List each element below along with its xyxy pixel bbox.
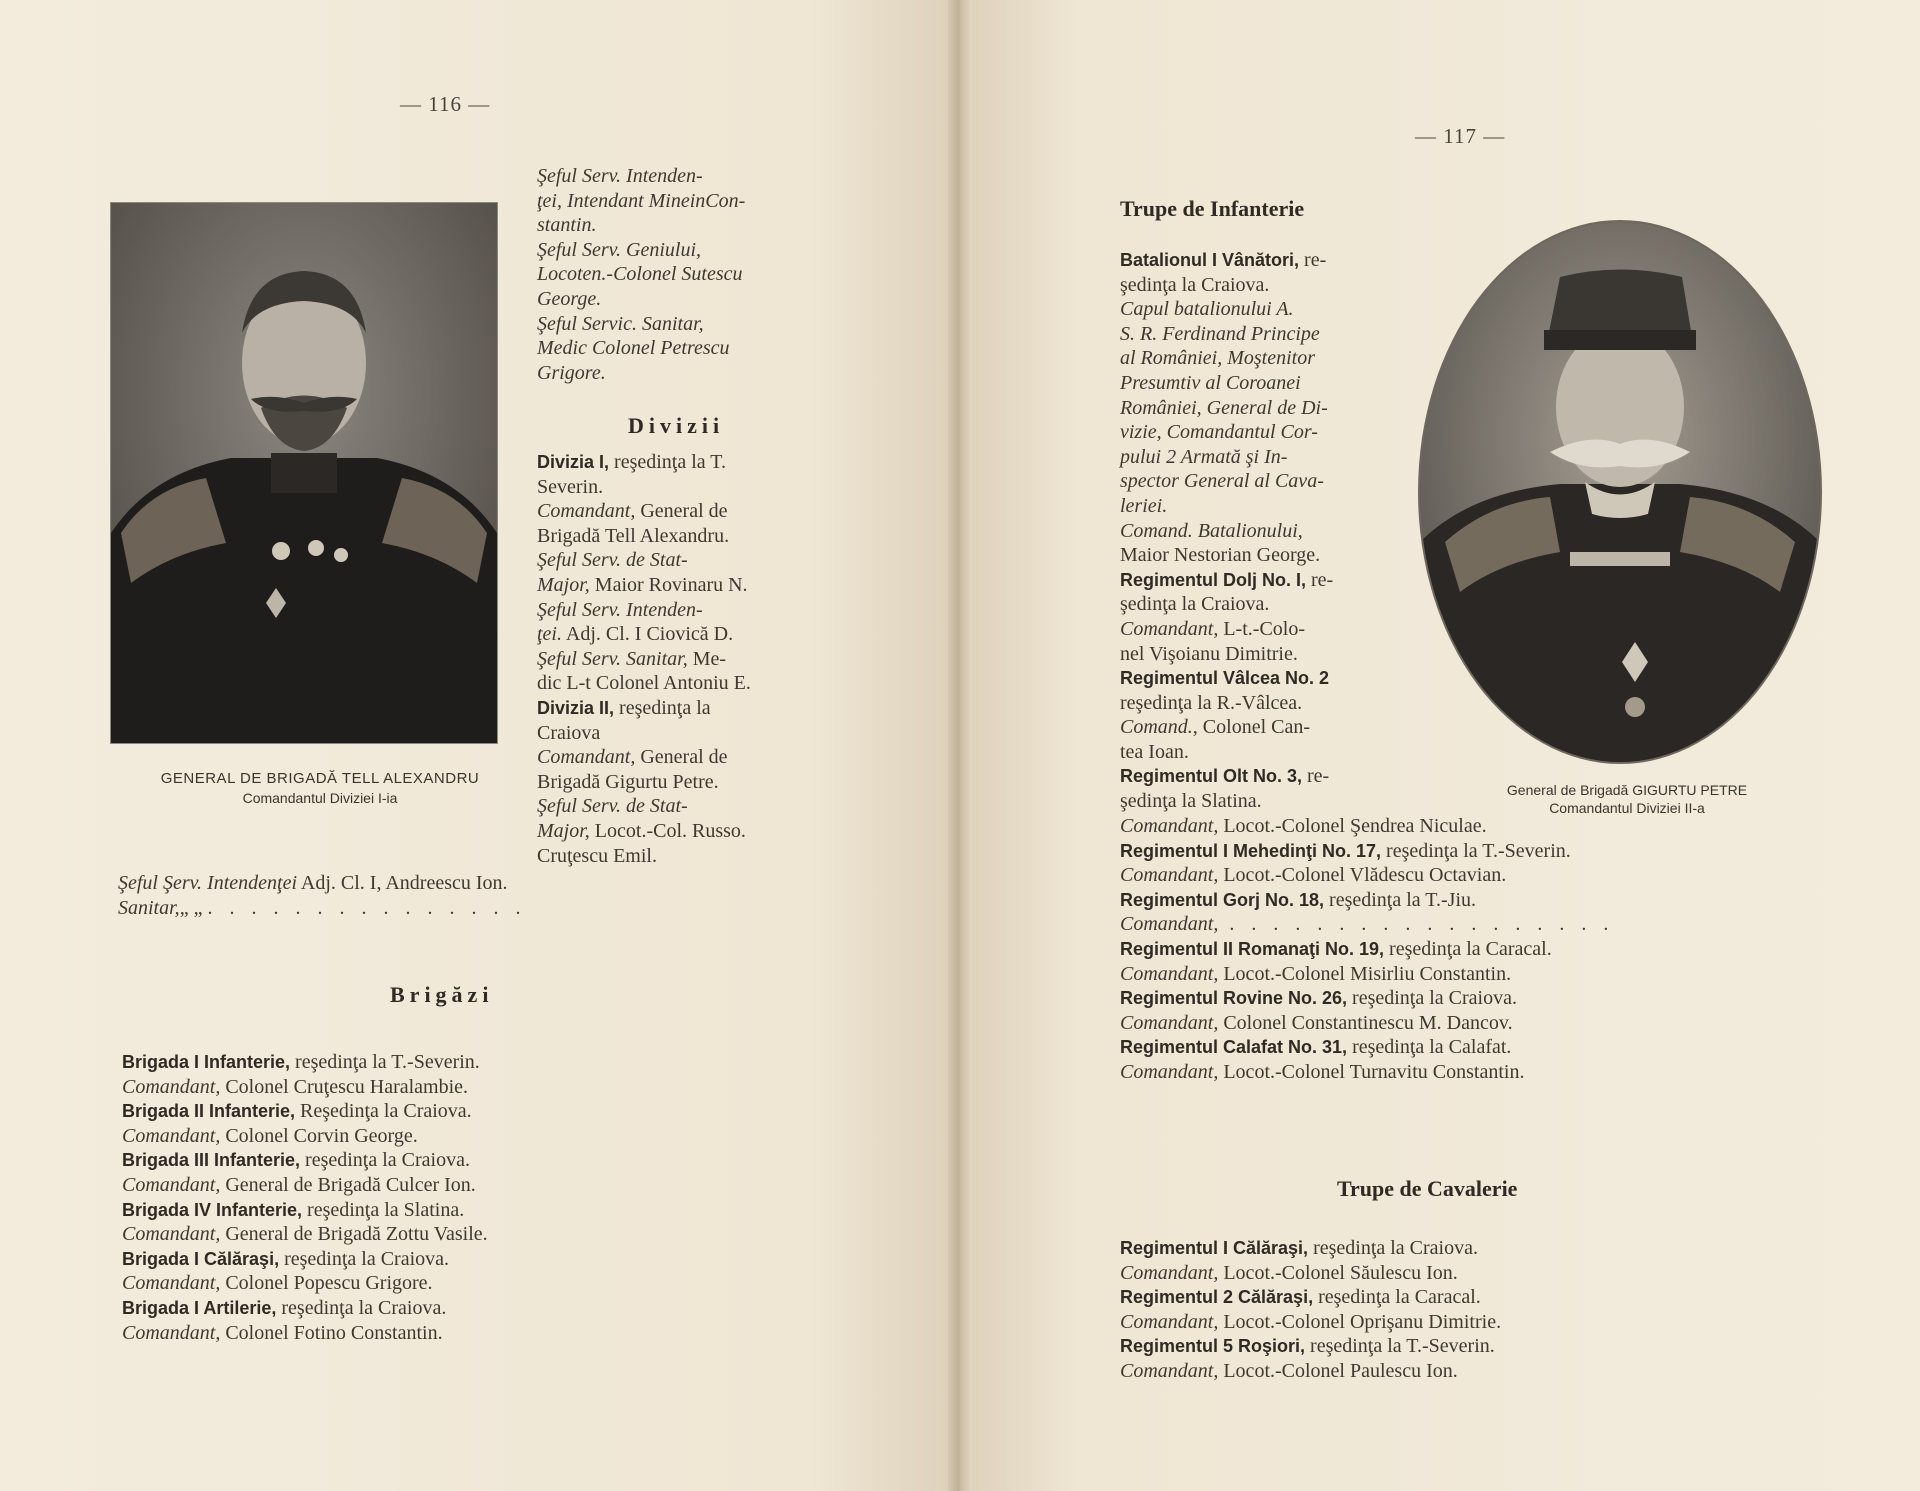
line-text: Şeful Serv. Intenden- xyxy=(537,165,703,187)
text-line xyxy=(1120,592,1420,617)
line-text: Brigadă Gigurtu Petre. xyxy=(537,770,719,793)
line-text: Locot.-Colonel Săulescu Ion. xyxy=(1218,1261,1458,1284)
text-line xyxy=(1120,666,1420,691)
line-text: Locoten.-Colonel Sutescu xyxy=(537,263,743,286)
text-line xyxy=(1120,543,1420,568)
line-text: Me- xyxy=(687,647,727,670)
bold-unit-name: Regimentul I Călăraşi, xyxy=(1120,1238,1309,1258)
text-line xyxy=(118,896,818,921)
line-text: Locot.-Colonel Şendrea Niculae. xyxy=(1218,815,1487,837)
line-text: reşedinţa la xyxy=(614,696,711,719)
line-text: Şeful Serv. Geniului, xyxy=(537,238,702,261)
text-line xyxy=(1120,962,1880,987)
italic-label: Major, xyxy=(537,573,590,596)
portrait-image xyxy=(111,203,497,743)
page-number-117: — 117 — xyxy=(1415,124,1506,148)
text-line xyxy=(122,1075,842,1100)
line-text: Cruţescu Emil. xyxy=(537,844,657,867)
line-text: Colonel Corvin George. xyxy=(220,1124,418,1147)
text-line xyxy=(537,213,847,238)
bold-unit-name: Regimentul 5 Roşiori, xyxy=(1120,1336,1306,1357)
text-line xyxy=(1120,519,1420,544)
caption-name: General de Brigadă GIGURTU PETRE xyxy=(1506,782,1748,798)
italic-label: Comandant, xyxy=(122,1173,221,1196)
portrait-image xyxy=(1420,222,1820,762)
infanterie-wide-column xyxy=(1120,814,1880,1085)
line-text: Maior Rovinaru N. xyxy=(589,573,748,596)
text-line xyxy=(1120,1035,1880,1060)
text-line xyxy=(1120,1236,1840,1261)
line-text: L-t.-Colo- xyxy=(1218,617,1305,640)
text-line xyxy=(1120,445,1420,470)
italic-label: Comandant, xyxy=(1120,815,1219,837)
italic-label: Comandant, xyxy=(537,500,636,523)
italic-label: Comandant, xyxy=(1120,962,1219,985)
text-line xyxy=(122,1271,842,1296)
bold-unit-name: Regimentul Calafat No. 31, xyxy=(1120,1037,1348,1058)
text-line xyxy=(1120,839,1880,864)
line-text: Colonel Can- xyxy=(1197,716,1311,739)
text-line xyxy=(122,1321,842,1346)
bold-unit-name: Brigada III Infanterie, xyxy=(122,1150,301,1171)
line-text: General de Brigadă Culcer Ion. xyxy=(220,1173,476,1196)
text-line xyxy=(1120,691,1420,716)
text-line xyxy=(1120,1310,1840,1335)
line-text: tea Ioan. xyxy=(1120,740,1189,763)
line-text: stantin. xyxy=(537,214,597,237)
text-line xyxy=(122,1198,842,1223)
text-line xyxy=(537,262,847,287)
line-text: General de xyxy=(635,500,728,523)
italic-label: Comandant, xyxy=(122,1272,221,1295)
text-line xyxy=(122,1222,842,1247)
text-line xyxy=(537,721,847,746)
italic-label: Comandant, xyxy=(1120,1310,1219,1333)
text-line xyxy=(537,819,847,844)
text-line xyxy=(537,164,847,189)
text-line xyxy=(1120,863,1880,888)
italic-label: S. R. Ferdinand Principe xyxy=(1120,322,1320,345)
line-text: reşedinţa la Craiova. xyxy=(1347,987,1517,1010)
line-text: Medic Colonel Petrescu xyxy=(537,337,730,360)
bold-unit-name: Regimentul Vâlcea No. 2 xyxy=(1120,668,1330,689)
text-line xyxy=(1120,248,1420,273)
line-text: şedinţa la Craiova. xyxy=(1120,593,1270,616)
line-text: General de Brigadă Zottu Vasile. xyxy=(220,1223,488,1246)
line-text: reşedinţa la R.-Vâlcea. xyxy=(1120,691,1303,714)
text-line xyxy=(1120,1261,1840,1286)
page-number-116: — 116 — xyxy=(400,92,491,116)
text-line xyxy=(537,336,847,361)
text-line xyxy=(1120,346,1420,371)
text-line xyxy=(537,745,847,770)
text-line xyxy=(537,238,847,263)
brigazi-heading: Brigăzi xyxy=(390,982,494,1007)
italic-label: al României, Moştenitor xyxy=(1120,347,1315,370)
text-line xyxy=(1120,371,1420,396)
italic-label: Capul batalionului A. xyxy=(1120,298,1294,321)
line-text: reşedinţa la Slatina. xyxy=(302,1198,465,1221)
line-text: Maior Nestorian George. xyxy=(1120,544,1321,567)
line-text: reşedinţa la Caracal. xyxy=(1313,1286,1481,1309)
text-line xyxy=(1120,420,1420,445)
line-text: Colonel Constantinescu M. Dancov. xyxy=(1218,1011,1513,1034)
italic-label: Comandant, xyxy=(1120,1261,1219,1284)
bold-unit-name: Brigada I Infanterie, xyxy=(122,1052,291,1072)
italic-label: Şeful Şerv. Intendenţei xyxy=(118,872,298,894)
text-line xyxy=(1120,396,1420,421)
italic-label: Comandant, xyxy=(122,1124,221,1147)
line-text: reşedinţa la Craiova. xyxy=(279,1247,450,1270)
italic-label: Comandant, xyxy=(1120,913,1219,936)
text-line xyxy=(1120,764,1420,789)
line-text: Adj. Cl. I Ciovică D. xyxy=(562,623,734,646)
text-line xyxy=(1120,617,1420,642)
bold-unit-name: Regimentul II Romanaţi No. 19, xyxy=(1120,938,1385,959)
italic-label: Comandant, xyxy=(122,1223,221,1246)
italic-label: Comandant, xyxy=(1120,1011,1219,1034)
portrait-tell-alexandru xyxy=(111,203,497,743)
italic-label: vizie, Comandantul Cor- xyxy=(1120,421,1318,444)
italic-label: Comandant, xyxy=(122,1075,221,1098)
line-text: reşedinţa la T.-Severin. xyxy=(1381,839,1571,862)
line-text: General de xyxy=(635,746,728,769)
right-portrait-caption xyxy=(1427,782,1827,816)
line-text: reşedinţa la Craiova. xyxy=(300,1149,470,1172)
text-line xyxy=(537,770,847,795)
caption-role: Comandantul Diviziei I-ia xyxy=(242,790,398,806)
bold-unit-name: Regimentul Gorj No. 18, xyxy=(1120,889,1325,910)
italic-label: Comand. Batalionului, xyxy=(1120,519,1303,542)
text-line xyxy=(537,598,847,623)
line-text: Locot.-Colonel Vlădescu Octavian. xyxy=(1218,864,1507,887)
line-text: reşedinţa la Caracal. xyxy=(1384,937,1552,960)
divizii-heading: Divizii xyxy=(628,413,725,438)
bold-unit-name: Brigada II Infanterie, xyxy=(122,1101,296,1122)
text-line xyxy=(537,450,847,475)
bold-unit-name: Divizia II, xyxy=(537,697,615,718)
italic-label: Şeful Serv. Sanitar, xyxy=(537,647,688,670)
line-text: reşedinţa la T.-Jiu. xyxy=(1324,888,1477,911)
italic-label: Comandant, xyxy=(1120,864,1219,887)
dot-leader: . . . . . . . . . . . . . . . xyxy=(207,896,527,919)
text-line xyxy=(537,312,847,337)
portrait-gigurtu-petre xyxy=(1420,222,1820,762)
services-column xyxy=(537,164,847,385)
infanterie-heading: Trupe de Infanterie xyxy=(1120,196,1305,221)
text-line xyxy=(1120,273,1420,298)
text-line xyxy=(537,361,847,386)
line-text: reşedinţa la Calafat. xyxy=(1347,1036,1512,1059)
line-text: Locot.-Colonel Paulescu Ion. xyxy=(1218,1359,1458,1382)
caption-name: GENERAL DE BRIGADĂ TELL ALEXANDRU xyxy=(160,770,480,787)
left-page xyxy=(0,0,955,1491)
bold-unit-name: Brigada I Călăraşi, xyxy=(122,1248,280,1269)
line-text: Locot.-Colonel Oprişanu Dimitrie. xyxy=(1218,1310,1502,1333)
text-line xyxy=(1120,642,1420,667)
italic-label: leriei. xyxy=(1120,494,1168,517)
text-line xyxy=(122,1247,842,1272)
italic-label: Comandant, xyxy=(1120,1060,1219,1083)
line-text: reşedinţa la T. xyxy=(609,451,727,473)
text-line xyxy=(537,794,847,819)
right-page xyxy=(965,0,1920,1491)
text-line xyxy=(537,499,847,524)
line-text: şedinţa la Slatina. xyxy=(1120,790,1262,813)
text-line xyxy=(1120,297,1420,322)
text-line xyxy=(537,844,847,869)
line-text: şedinţa la Craiova. xyxy=(1120,273,1270,296)
line-text: reşedinţa la T.-Severin. xyxy=(1305,1335,1495,1358)
text-line xyxy=(1120,814,1880,839)
text-line xyxy=(1120,1334,1840,1359)
italic-label: Şeful Serv. de Stat- xyxy=(537,795,688,818)
italic-label: Comandant, xyxy=(1120,1359,1219,1382)
text-line xyxy=(1120,937,1880,962)
line-text: Locot.-Colonel Misirliu Constantin. xyxy=(1218,962,1512,985)
infanterie-narrow-column xyxy=(1120,248,1420,814)
italic-label: Comand., xyxy=(1120,716,1198,739)
brigazi-list xyxy=(122,1050,842,1345)
bold-unit-name: Regimentul Olt No. 3, xyxy=(1120,766,1303,787)
bold-unit-name: Brigada I Artilerie, xyxy=(122,1297,277,1318)
left-portrait-caption xyxy=(100,770,540,806)
line-text: re- xyxy=(1302,765,1330,788)
line-text: reşedinţa la Craiova. xyxy=(1308,1237,1478,1259)
italic-label: Comandant, xyxy=(122,1321,221,1344)
italic-label: Şeful Serv. de Stat- xyxy=(537,549,688,572)
italic-label: României, General de Di- xyxy=(1120,396,1328,419)
italic-label: spector General al Cava- xyxy=(1120,470,1324,493)
line-text: reşedinţa la Craiova. xyxy=(276,1296,447,1319)
text-line xyxy=(1120,494,1420,519)
text-line xyxy=(537,622,847,647)
bold-unit-name: Batalionul I Vânători, xyxy=(1120,250,1300,270)
text-line xyxy=(537,671,847,696)
line-text: Locot.-Col. Russo. xyxy=(589,819,746,842)
text-line xyxy=(537,189,847,214)
divizii-column xyxy=(537,450,847,868)
line-text: Grigore. xyxy=(537,361,606,384)
cavalerie-heading: Trupe de Cavalerie xyxy=(1337,1176,1518,1201)
italic-label: Comandant, xyxy=(537,746,636,769)
line-text: dic L-t Colonel Antoniu E. xyxy=(537,672,751,695)
text-line xyxy=(1120,789,1420,814)
text-line xyxy=(1120,912,1880,937)
cavalerie-list xyxy=(1120,1236,1840,1384)
bold-unit-name: Regimentul Dolj No. I, xyxy=(1120,569,1307,590)
line-text: Brigadă Tell Alexandru. xyxy=(537,524,730,547)
bold-unit-name: Regimentul Rovine No. 26, xyxy=(1120,988,1348,1009)
line-text: ţei, Intendant MineinCon- xyxy=(537,189,746,212)
line-text: Şeful Servic. Sanitar, xyxy=(537,312,704,335)
book-gutter xyxy=(948,0,972,1491)
line-text: Severin. xyxy=(537,475,604,498)
line-text: reşedinţa la T.-Severin. xyxy=(290,1051,480,1073)
text-line xyxy=(537,475,847,500)
line-text: re- xyxy=(1299,249,1327,271)
dot-leader: . . . . . . . . . . . . . . . . . . xyxy=(1218,913,1615,936)
bold-unit-name: Brigada IV Infanterie, xyxy=(122,1199,303,1220)
text-line xyxy=(537,287,847,312)
text-line xyxy=(1120,469,1420,494)
text-line xyxy=(537,524,847,549)
bold-unit-name: Divizia I, xyxy=(537,452,610,472)
text-line xyxy=(122,1148,842,1173)
italic-label: Presumtiv al Coroanei xyxy=(1120,371,1301,394)
italic-label: Comandant, xyxy=(1120,617,1219,640)
text-line xyxy=(537,647,847,672)
line-text: Reşedinţa la Craiova. xyxy=(295,1100,472,1123)
line-text: nel Vişoianu Dimitrie. xyxy=(1120,642,1298,665)
caption-role: Comandantul Diviziei II-a xyxy=(1549,800,1705,816)
text-line xyxy=(122,1050,842,1075)
text-line xyxy=(122,1296,842,1321)
text-line xyxy=(118,871,818,896)
text-line xyxy=(1120,1285,1840,1310)
text-line xyxy=(537,573,847,598)
bold-unit-name: Regimentul 2 Călăraşi, xyxy=(1120,1287,1314,1308)
italic-label: Şeful Serv. Intenden- xyxy=(537,598,703,621)
italic-label: Major, xyxy=(537,819,590,842)
text-line xyxy=(1120,1359,1840,1384)
text-line xyxy=(1120,568,1420,593)
line-text: Craiova xyxy=(537,721,601,744)
italic-label: pului 2 Armată şi In- xyxy=(1120,445,1288,468)
text-line xyxy=(1120,322,1420,347)
line-text: Adj. Cl. I, Andreescu Ion. xyxy=(297,872,508,894)
text-line xyxy=(1120,888,1880,913)
text-line xyxy=(1120,1011,1880,1036)
text-line xyxy=(1120,986,1880,1011)
wide-lines xyxy=(118,871,818,920)
line-text: George. xyxy=(537,287,602,310)
text-line xyxy=(122,1173,842,1198)
italic-label: Sanitar, xyxy=(118,896,180,919)
line-text: Colonel Fotino Constantin. xyxy=(220,1321,443,1344)
line-text: re- xyxy=(1306,568,1334,591)
text-line xyxy=(122,1124,842,1149)
line-text: Colonel Cruţescu Haralambie. xyxy=(220,1075,469,1098)
line-text: Locot.-Colonel Turnavitu Constantin. xyxy=(1218,1060,1525,1083)
text-line xyxy=(122,1099,842,1124)
text-line xyxy=(1120,1060,1880,1085)
text-line xyxy=(1120,740,1420,765)
text-line xyxy=(537,696,847,721)
text-line xyxy=(537,548,847,573)
italic-label: ţei. xyxy=(537,623,562,646)
line-text: Colonel Popescu Grigore. xyxy=(220,1272,433,1295)
bold-unit-name: Regimentul I Mehedinţi No. 17, xyxy=(1120,840,1382,861)
line-text: „ „ xyxy=(179,896,208,919)
text-line xyxy=(1120,715,1420,740)
